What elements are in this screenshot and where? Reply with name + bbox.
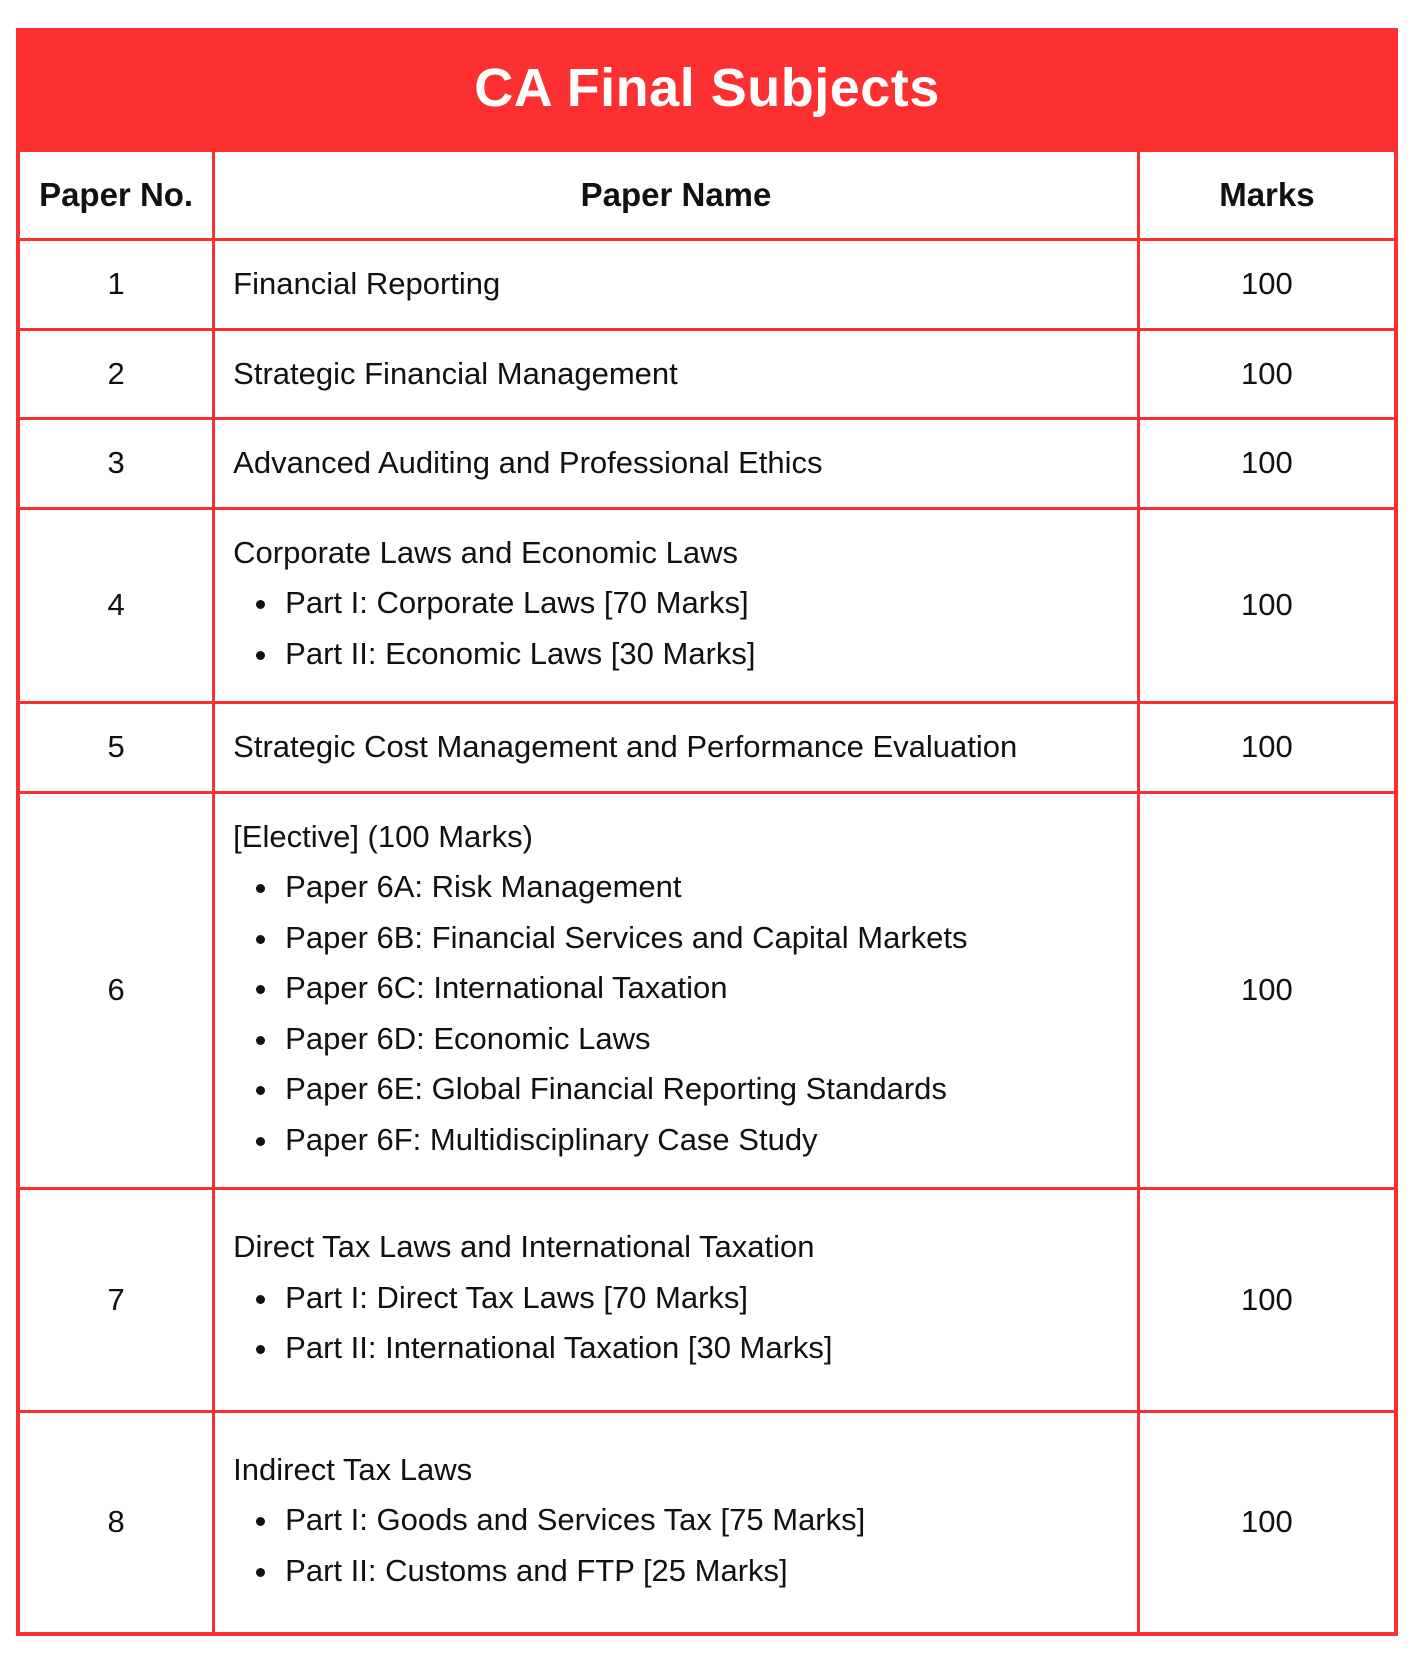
paper-no-cell: 1 [18, 240, 214, 330]
paper-part-item: • Part II: Customs and FTP [25 Marks] [281, 1548, 1119, 1595]
paper-part-item: • Part I: Direct Tax Laws [70 Marks] [281, 1275, 1119, 1322]
marks-cell: 100 [1138, 1189, 1396, 1412]
table-body [18, 240, 1396, 1635]
table-row [18, 329, 1396, 419]
marks-cell: 100 [1138, 508, 1396, 703]
table-row [18, 703, 1396, 793]
paper-part-item: • Part I: Goods and Services Tax [75 Marks] [281, 1497, 1119, 1544]
paper-part-item: • Paper 6B: Financial Services and Capital Markets [281, 915, 1119, 962]
paper-part-item: • Paper 6E: Global Financial Reporting Standards [281, 1066, 1119, 1113]
paper-part-item: • Part II: International Taxation [30 Marks] [281, 1325, 1119, 1372]
paper-name-text: Indirect Tax Laws [233, 1451, 473, 1487]
marks-cell: 100 [1138, 419, 1396, 509]
paper-name-cell [214, 329, 1139, 419]
paper-no-cell: 7 [18, 1189, 214, 1412]
marks-cell: 100 [1138, 792, 1396, 1189]
marks-cell: 100 [1138, 703, 1396, 793]
title-band [16, 28, 1398, 148]
paper-name-text: Strategic Cost Management and Performance Evaluation [233, 729, 1018, 764]
paper-name-cell [214, 1411, 1139, 1634]
marks-cell: 100 [1138, 1411, 1396, 1634]
paper-no-cell: 4 [18, 508, 214, 703]
paper-parts-list [233, 580, 1119, 677]
paper-parts-list [233, 864, 1119, 1163]
paper-name-text: Direct Tax Laws and International Taxation [233, 1229, 815, 1264]
col-header-paper-no: Paper No. [18, 150, 214, 240]
table-row [18, 508, 1396, 703]
paper-parts-list [233, 1497, 1119, 1594]
paper-name-cell [214, 792, 1139, 1189]
paper-name-cell [214, 240, 1139, 330]
paper-name-text: Financial Reporting [233, 266, 501, 301]
marks-cell: 100 [1138, 240, 1396, 330]
paper-name-cell [214, 419, 1139, 509]
paper-part-item: • Paper 6C: International Taxation [281, 965, 1119, 1012]
paper-no-cell: 5 [18, 703, 214, 793]
paper-name-text: [Elective] (100 Marks) [233, 818, 533, 854]
paper-part-item: • Paper 6F: Multidisciplinary Case Study [281, 1117, 1119, 1164]
page-title: CA Final Subjects [474, 58, 940, 118]
table-row [18, 419, 1396, 509]
subjects-table [16, 148, 1398, 1636]
paper-part-item: • Paper 6A: Risk Management [281, 864, 1119, 911]
header-row [18, 150, 1396, 240]
paper-name-cell [214, 1189, 1139, 1412]
table-head [18, 150, 1396, 240]
paper-name-cell [214, 703, 1139, 793]
table-row [18, 792, 1396, 1189]
table-row [18, 240, 1396, 330]
col-header-paper-name: Paper Name [214, 150, 1139, 240]
paper-parts-list [233, 1275, 1119, 1372]
table-row [18, 1411, 1396, 1634]
paper-no-cell: 3 [18, 419, 214, 509]
paper-part-item: • Part I: Corporate Laws [70 Marks] [281, 580, 1119, 627]
table-row [18, 1189, 1396, 1412]
paper-name-cell [214, 508, 1139, 703]
paper-name-text: Advanced Auditing and Professional Ethics [233, 445, 823, 480]
col-header-marks: Marks [1138, 150, 1396, 240]
paper-no-cell: 8 [18, 1411, 214, 1634]
paper-name-text: Strategic Financial Management [233, 355, 678, 391]
paper-part-item: • Paper 6D: Economic Laws [281, 1016, 1119, 1063]
paper-no-cell: 6 [18, 792, 214, 1189]
paper-part-item: • Part II: Economic Laws [30 Marks] [281, 631, 1119, 678]
paper-name-text: Corporate Laws and Economic Laws [233, 534, 739, 570]
paper-no-cell: 2 [18, 329, 214, 419]
marks-cell: 100 [1138, 329, 1396, 419]
